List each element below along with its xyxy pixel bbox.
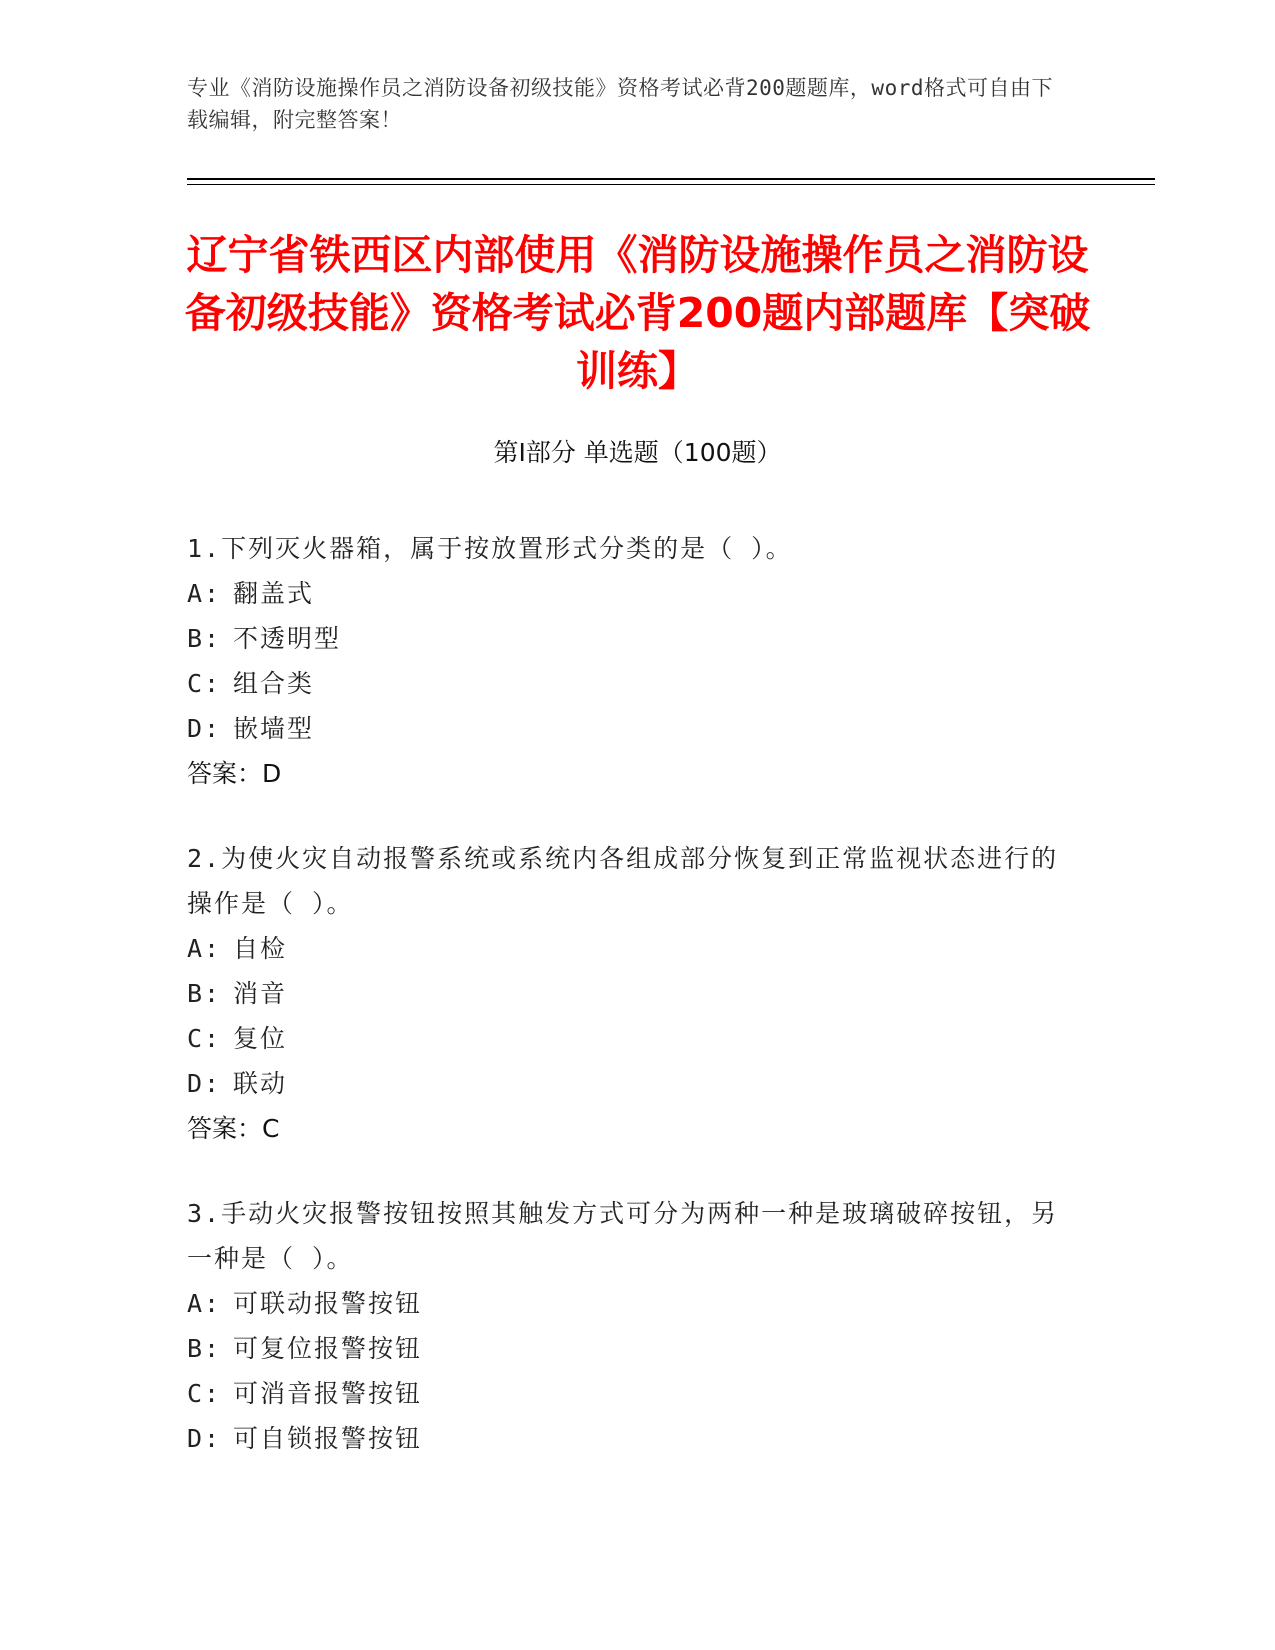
option-c <box>187 1016 1067 1061</box>
option-c <box>187 1371 1067 1416</box>
option-letter: D: <box>187 1424 222 1453</box>
option-letter: B: <box>187 624 222 653</box>
option-text: 嵌墙型 <box>233 714 315 743</box>
option-letter: D: <box>187 1069 222 1098</box>
option-d <box>187 1416 1067 1461</box>
option-text: 联动 <box>233 1069 288 1098</box>
option-letter: A: <box>187 579 222 608</box>
option-text: 自检 <box>233 934 288 963</box>
header-divider-thin <box>187 184 1155 185</box>
question-stem: 1.下列灭火器箱，属于按放置形式分类的是（ ）。 <box>187 534 793 563</box>
option-letter: A: <box>187 934 222 963</box>
answer-line: 答案：D <box>187 759 282 788</box>
section-heading: 第Ⅰ部分 单选题（100题） <box>493 438 782 467</box>
option-c <box>187 661 1067 706</box>
option-letter: A: <box>187 1289 222 1318</box>
option-b <box>187 971 1067 1016</box>
option-text: 不透明型 <box>233 624 342 653</box>
option-letter: C: <box>187 1024 222 1053</box>
option-b <box>187 1326 1067 1371</box>
option-text: 组合类 <box>233 669 315 698</box>
option-a <box>187 1281 1067 1326</box>
option-text: 可自锁报警按钮 <box>233 1424 423 1453</box>
question-stem: 2.为使火灾自动报警系统或系统内各组成部分恢复到正常监视状态进行的操作是（ ）。 <box>187 844 1059 918</box>
option-text: 可复位报警按钮 <box>233 1334 423 1363</box>
option-letter: B: <box>187 979 222 1008</box>
question-2 <box>187 836 1067 1151</box>
option-text: 翻盖式 <box>233 579 315 608</box>
option-text: 复位 <box>233 1024 288 1053</box>
question-3 <box>187 1191 1067 1461</box>
option-letter: C: <box>187 1379 222 1408</box>
option-letter: D: <box>187 714 222 743</box>
question-1 <box>187 526 1067 796</box>
header-divider-thick <box>187 178 1155 180</box>
option-text: 可消音报警按钮 <box>233 1379 423 1408</box>
option-d <box>187 706 1067 751</box>
document-title: 辽宁省铁西区内部使用《消防设施操作员之消防设备初级技能》资格考试必背200题内部题库【突破训练】 <box>184 231 1091 395</box>
option-b <box>187 616 1067 661</box>
answer-line: 答案：C <box>187 1114 280 1143</box>
option-a <box>187 571 1067 616</box>
option-letter: C: <box>187 669 222 698</box>
option-letter: B: <box>187 1334 222 1363</box>
question-list <box>187 526 1067 1501</box>
option-text: 消音 <box>233 979 288 1008</box>
option-a <box>187 926 1067 971</box>
header-note: 专业《消防设施操作员之消防设备初级技能》资格考试必背200题题库，word格式可自由下载编辑，附完整答案！ <box>187 76 1053 132</box>
option-d <box>187 1061 1067 1106</box>
option-text: 可联动报警按钮 <box>233 1289 423 1318</box>
question-stem: 3.手动火灾报警按钮按照其触发方式可分为两种一种是玻璃破碎按钮，另一种是（ ）。 <box>187 1199 1059 1273</box>
